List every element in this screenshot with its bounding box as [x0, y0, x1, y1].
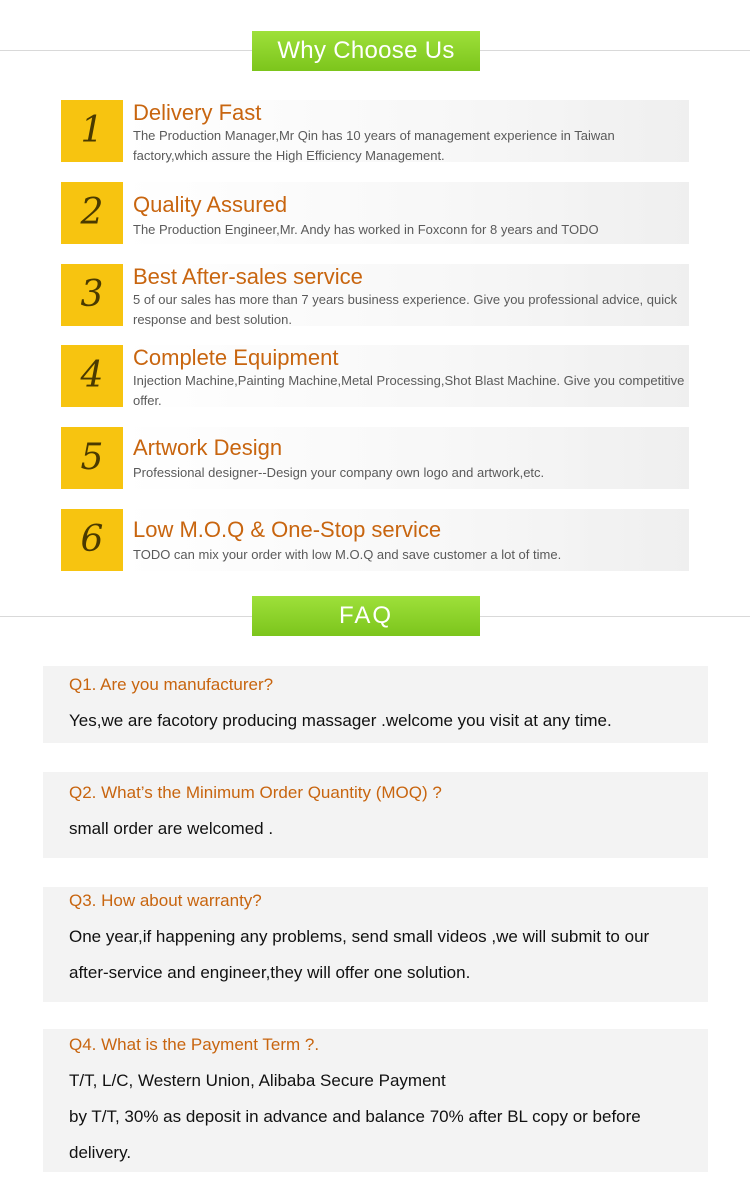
reason-title: Artwork Design [133, 435, 283, 460]
faq-question: Q2. What’s the Minimum Order Quantity (MOQ) ? [69, 783, 442, 802]
reason-item-artwork [61, 427, 689, 489]
reason-item-equipment [61, 345, 689, 407]
faq-item-1 [43, 666, 708, 743]
faq-answer-line: Yes,we are facotory producing massager .welcome you visit at any time. [69, 711, 612, 730]
faq-question: Q1. Are you manufacturer? [69, 675, 274, 694]
faq-answer-line: One year,if happening any problems, send small videos ,we will submit to our [69, 927, 650, 946]
reason-description: 5 of our sales has more than 7 years business experience. Give you professional advice, quick response and best solution. [133, 292, 678, 327]
faq-answer-line: after-service and engineer,they will offer one solution. [69, 963, 471, 982]
faq-question: Q3. How about warranty? [69, 891, 262, 910]
faq-answer-line: T/T, L/C, Western Union, Alibaba Secure Payment [69, 1071, 446, 1090]
faq-item-4 [43, 1029, 708, 1172]
faq-answer-line: delivery. [69, 1143, 132, 1162]
number-badge: 5 [61, 427, 123, 489]
reason-title: Complete Equipment [133, 345, 339, 370]
faq-heading: FAQ [252, 596, 480, 636]
reason-item-low-moq [61, 509, 689, 571]
number-badge: 6 [61, 509, 123, 571]
reason-item-after-sales [61, 264, 689, 326]
reason-description: Injection Machine,Painting Machine,Metal Processing,Shot Blast Machine. Give you competitive offer. [133, 373, 685, 408]
reason-item-quality [61, 182, 689, 244]
reason-title: Delivery Fast [133, 100, 262, 125]
reason-description: The Production Engineer,Mr. Andy has worked in Foxconn for 8 years and TODO [133, 222, 599, 237]
faq-answer-line: by T/T, 30% as deposit in advance and balance 70% after BL copy or before [69, 1107, 641, 1126]
reason-description: The Production Manager,Mr Qin has 10 years of management experience in Taiwan factory,which assure the High Efficiency Management. [133, 128, 615, 163]
reason-description: TODO can mix your order with low M.O.Q and save customer a lot of time. [133, 547, 562, 562]
number-badge: 2 [61, 182, 123, 244]
faq-answer-line: small order are welcomed . [69, 819, 274, 838]
reason-description: Professional designer--Design your company own logo and artwork,etc. [133, 465, 545, 480]
reason-title: Best After-sales service [133, 264, 363, 289]
reason-item-delivery [61, 100, 689, 162]
faq-item-2 [43, 772, 708, 858]
reason-title: Quality Assured [133, 192, 288, 217]
faq-item-3 [43, 887, 708, 1002]
number-badge: 3 [61, 264, 123, 326]
number-badge: 1 [61, 100, 123, 162]
why-choose-us-heading: Why Choose Us [252, 31, 480, 71]
number-badge: 4 [61, 345, 123, 407]
reason-title: Low M.O.Q & One-Stop service [133, 517, 442, 542]
faq-question: Q4. What is the Payment Term ?. [69, 1035, 320, 1054]
